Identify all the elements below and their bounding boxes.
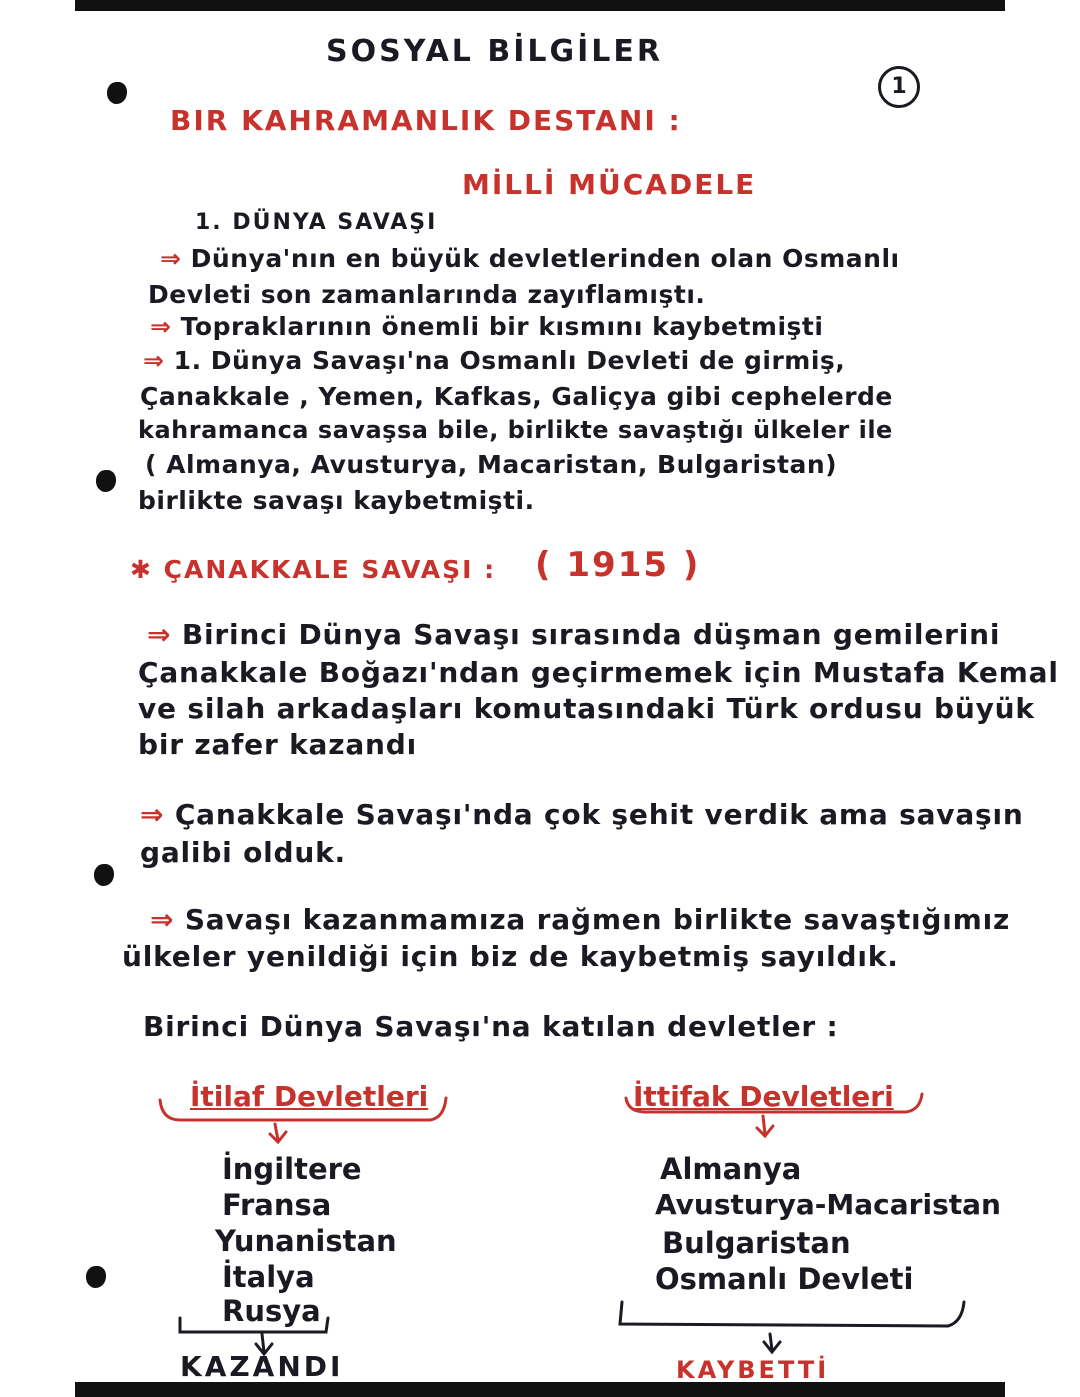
text-line: Savaşı kazanmamıza rağmen birlikte savaştığımız bbox=[184, 903, 1011, 936]
itilaf-heading: İtilaf Devletleri bbox=[190, 1080, 429, 1113]
text-line: ve silah arkadaşları komutasındaki Türk ordusu büyük bbox=[138, 692, 1035, 725]
text-line: Devleti son zamanlarında zayıflamıştı. bbox=[148, 280, 706, 309]
text-line: Çanakkale , Yemen, Kafkas, Galiçya gibi cephelerde bbox=[140, 382, 893, 411]
canakkale-heading: ✱ ÇANAKKALE SAVAŞI : bbox=[130, 555, 497, 584]
text-line: Birinci Dünya Savaşı sırasında düşman gemilerini bbox=[181, 618, 1001, 651]
list-item: Almanya bbox=[660, 1152, 802, 1186]
list-item: Fransa bbox=[222, 1188, 332, 1222]
text-line: 1. Dünya Savaşı'na Osmanlı Devleti de girmiş, bbox=[173, 346, 846, 375]
arrow-icon: ⇒ bbox=[147, 618, 172, 651]
down-arrow-icon bbox=[757, 1116, 773, 1136]
arrow-icon: ⇒ bbox=[160, 244, 182, 273]
list-item: İngiltere bbox=[222, 1152, 362, 1186]
list-item: Avusturya-Macaristan bbox=[655, 1188, 1001, 1221]
topic-heading: MİLLİ MÜCADELE bbox=[462, 168, 757, 201]
canakkale-year: ( 1915 ) bbox=[535, 545, 701, 585]
text-line: ülkeler yenildiği için biz de kaybetmiş sayıldık. bbox=[122, 940, 899, 973]
list-item: Bulgaristan bbox=[662, 1226, 851, 1260]
itilaf-bracket bbox=[160, 1098, 446, 1120]
arrow-icon: ⇒ bbox=[143, 346, 165, 375]
down-arrow-icon bbox=[270, 1124, 286, 1142]
ittifak-bracket bbox=[626, 1094, 922, 1112]
text-line: Birinci Dünya Savaşı'na katılan devletler : bbox=[143, 1010, 839, 1043]
kaybetti-bracket bbox=[620, 1302, 964, 1326]
down-arrow-icon bbox=[764, 1334, 780, 1352]
list-item: Osmanlı Devleti bbox=[655, 1262, 914, 1296]
ittifak-heading: İttifak Devletleri bbox=[633, 1080, 894, 1113]
arrow-icon: ⇒ bbox=[150, 312, 172, 341]
page-title: SOSYAL BİLGİLER bbox=[326, 34, 663, 69]
text-line: Topraklarının önemli bir kısmını kaybetmişti bbox=[180, 312, 824, 341]
subtitle: BIR KAHRAMANLIK DESTANI : bbox=[170, 104, 682, 137]
kazandi-bracket bbox=[180, 1318, 328, 1332]
left-result: KAZANDI bbox=[180, 1350, 344, 1383]
arrow-icon: ⇒ bbox=[140, 798, 165, 831]
text-line: bir zafer kazandı bbox=[138, 728, 417, 761]
text-line: galibi olduk. bbox=[140, 836, 346, 869]
text-line: Çanakkale Savaşı'nda çok şehit verdik ama savaşın bbox=[174, 798, 1024, 831]
text-line: Çanakkale Boğazı'ndan geçirmemek için Mustafa Kemal bbox=[138, 656, 1059, 689]
list-item: Rusya bbox=[222, 1294, 321, 1328]
text-line: Dünya'nın en büyük devletlerinden olan Osmanlı bbox=[190, 244, 900, 273]
down-arrow-icon bbox=[256, 1334, 272, 1354]
section-heading: 1. DÜNYA SAVAŞI bbox=[195, 210, 438, 235]
text-line: ( Almanya, Avusturya, Macaristan, Bulgaristan) bbox=[145, 450, 838, 479]
right-result: KAYBETTİ bbox=[676, 1356, 830, 1384]
arrow-icon: ⇒ bbox=[150, 903, 175, 936]
page-number: 1 bbox=[878, 66, 920, 108]
list-item: İtalya bbox=[222, 1260, 315, 1294]
list-item: Yunanistan bbox=[215, 1224, 397, 1258]
text-line: birlikte savaşı kaybetmişti. bbox=[138, 486, 535, 515]
text-line: kahramanca savaşsa bile, birlikte savaştığı ülkeler ile bbox=[138, 416, 893, 444]
